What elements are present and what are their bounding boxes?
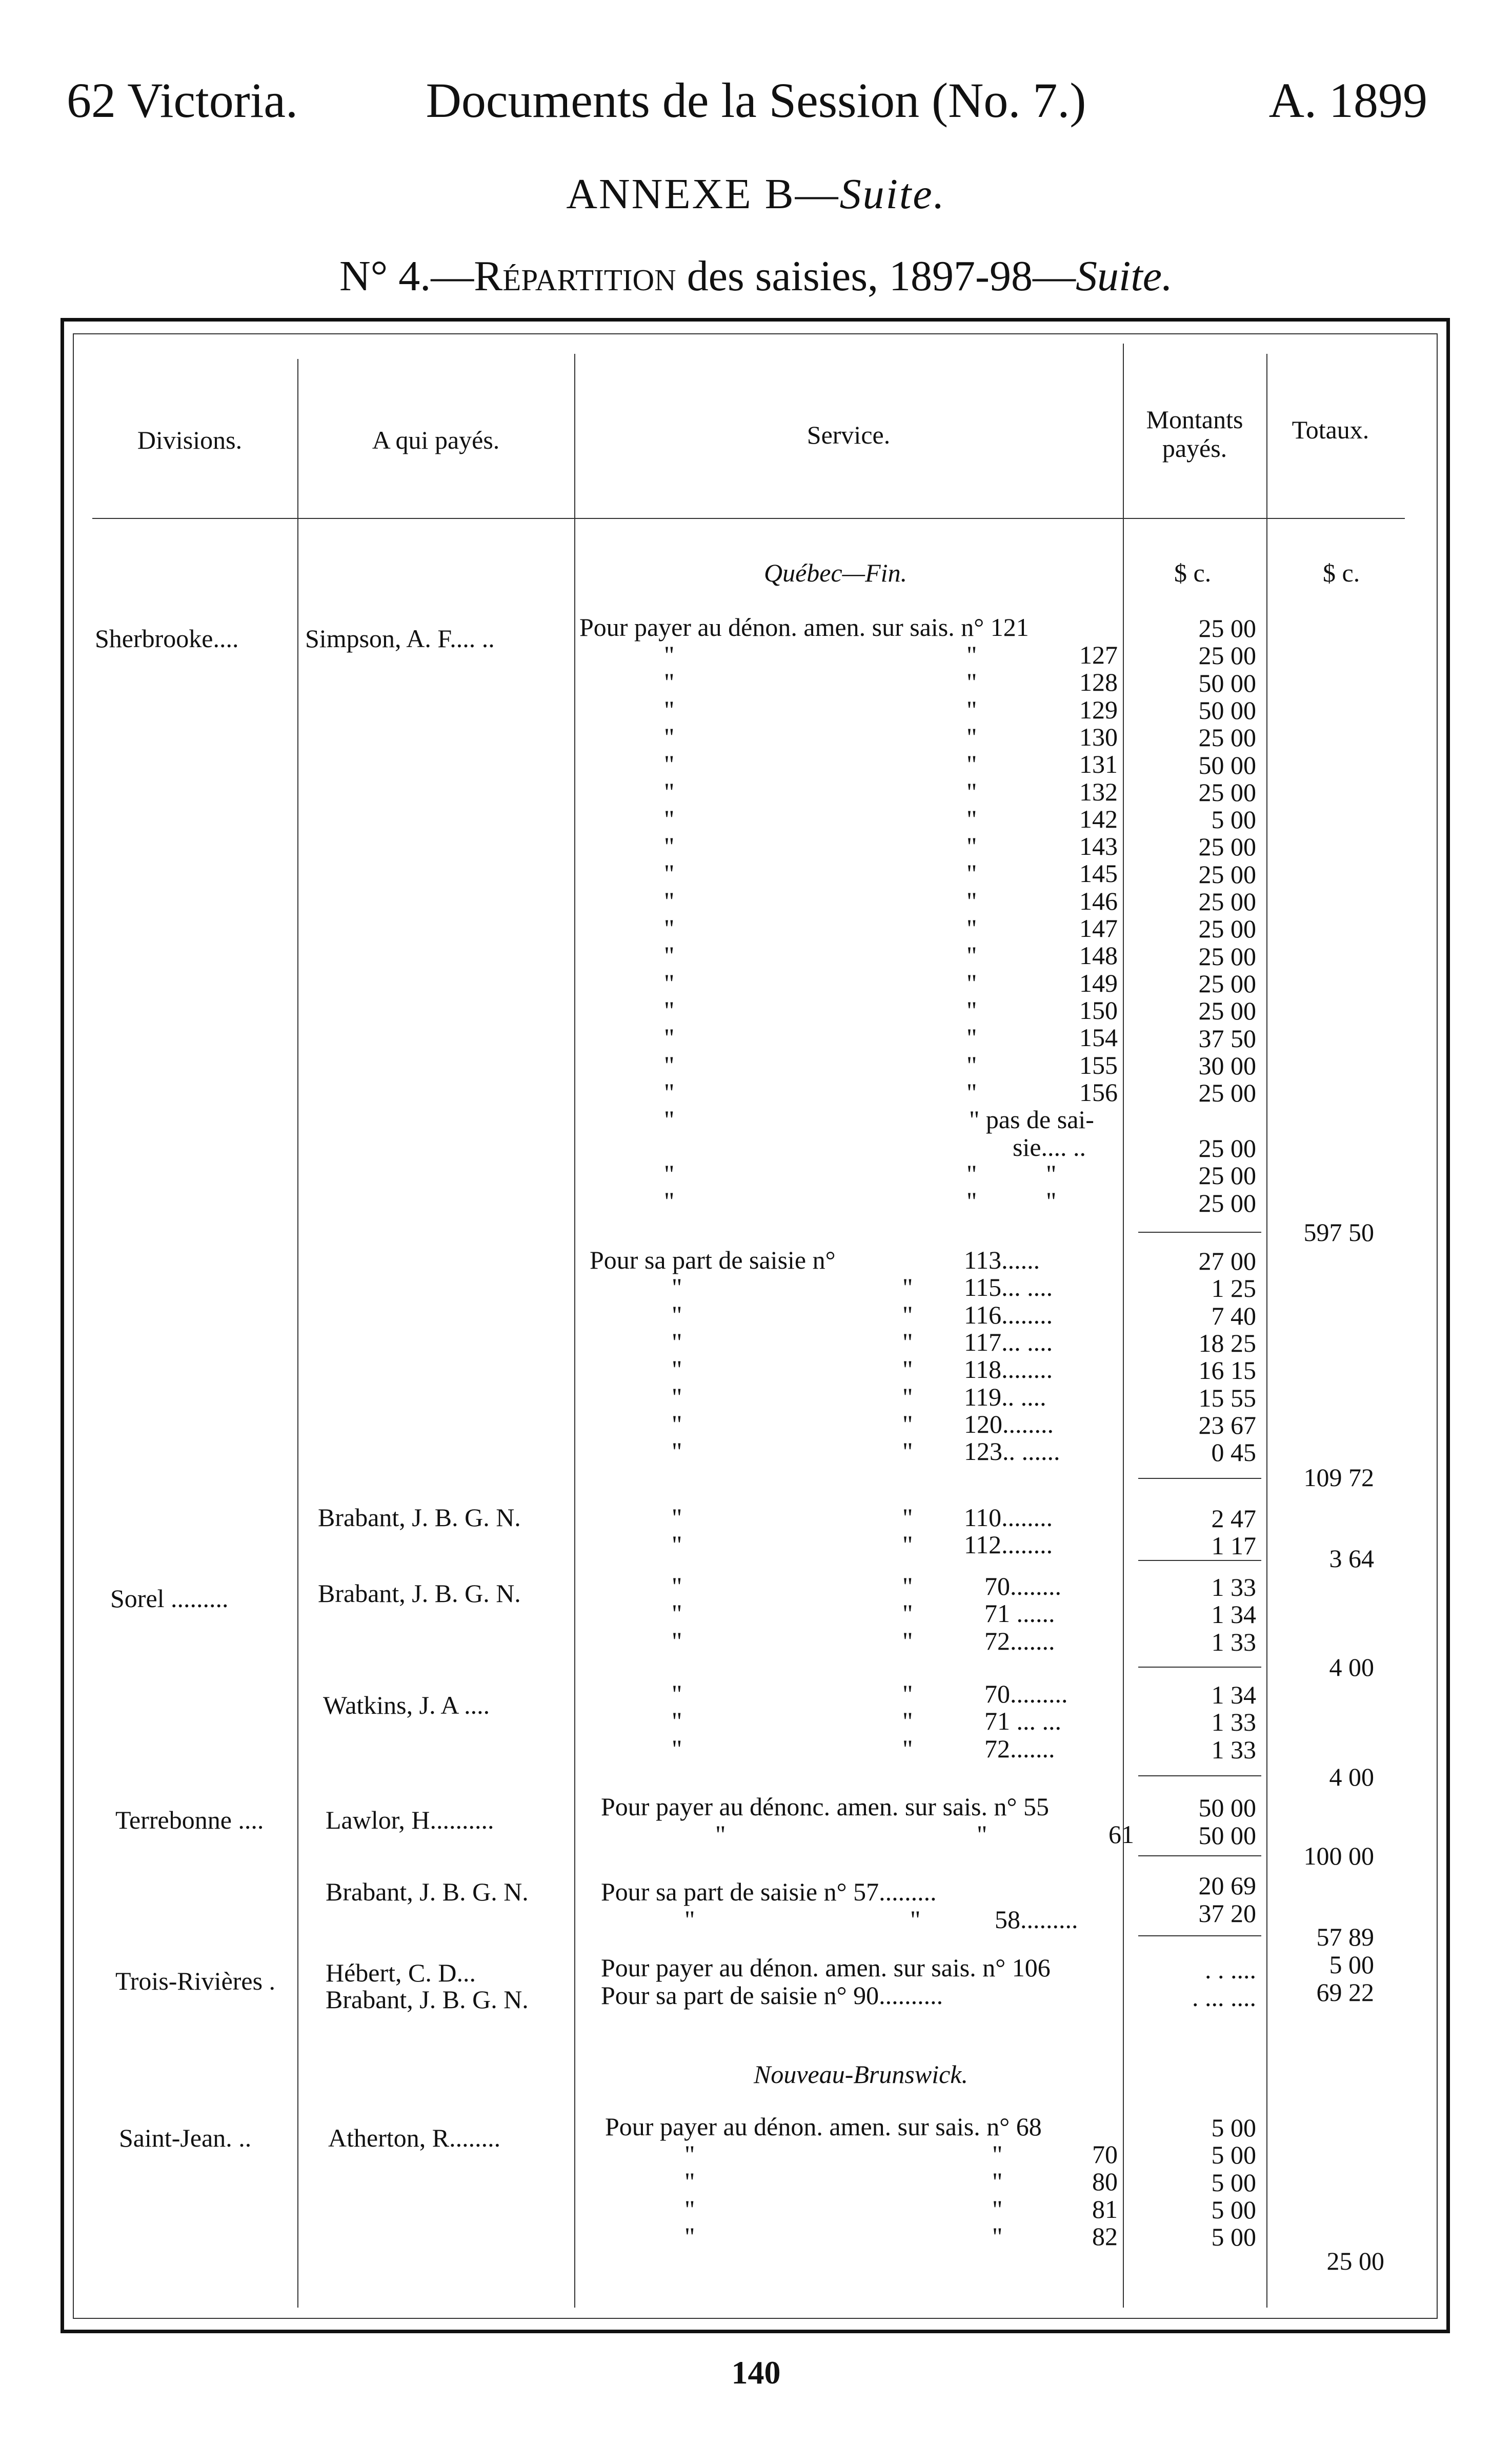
- amount-simpson: 25 00: [1198, 941, 1256, 971]
- col-divisions: Divisions.: [137, 426, 243, 454]
- ditto: ": [684, 1905, 695, 1934]
- amount-brabant-terrebonne-2: 37 20: [1198, 1899, 1256, 1928]
- ditto-mark: ": [966, 695, 977, 724]
- amount-simpson: 25 00: [1198, 614, 1256, 643]
- ditto-mark: ": [992, 2140, 1003, 2169]
- amount-simpson: 25 00: [1198, 1161, 1256, 1190]
- amount-lawlor-1: 50 00: [1198, 1793, 1256, 1822]
- seizure-number: 71 ......: [984, 1599, 1055, 1628]
- amount-simpson: 37 50: [1198, 1024, 1256, 1053]
- ditto-mark: ": [902, 1734, 913, 1763]
- seizure-number: 72.......: [984, 1626, 1055, 1655]
- header-session-year: 62 Victoria.: [67, 73, 298, 128]
- amount-part: 18 25: [1198, 1328, 1256, 1357]
- ditto-mark: ": [664, 1105, 675, 1134]
- seizure-number: 82: [1092, 2221, 1118, 2251]
- subtotal-rule: [1138, 1478, 1261, 1479]
- ditto-mark: ": [902, 1530, 913, 1559]
- ditto-mark: ": [992, 2221, 1003, 2251]
- ditto-mark: ": [672, 1626, 682, 1655]
- ditto-mark: ": [1046, 1187, 1057, 1216]
- ditto-mark: ": [966, 1159, 977, 1188]
- seizure-number: 71 ... ...: [984, 1707, 1061, 1736]
- ditto-mark: ": [966, 668, 977, 697]
- amount-simpson: 25 00: [1198, 1188, 1256, 1217]
- amount-atherton: 5 00: [1211, 2140, 1256, 2170]
- ditto-mark: ": [966, 859, 977, 888]
- subtotal-rule: [1138, 1232, 1261, 1233]
- seizure-number: 81: [1092, 2194, 1118, 2223]
- section-nouveau-brunswick: Nouveau-Brunswick.: [754, 2060, 968, 2089]
- ditto-mark: ": [684, 2221, 695, 2251]
- seizure-number: 147: [1079, 914, 1118, 943]
- amount-sorel: 1 33: [1211, 1573, 1256, 1601]
- unit-totaux: $ c.: [1323, 558, 1360, 587]
- total-hebert: 5 00: [1329, 1950, 1374, 1979]
- amount-simpson: 25 00: [1198, 832, 1256, 862]
- ditto-mark: ": [902, 1273, 913, 1302]
- ditto-mark: ": [664, 968, 675, 997]
- ditto-mark: ": [672, 1530, 682, 1559]
- amount-simpson: 25 00: [1198, 1134, 1256, 1163]
- ditto-mark: ": [664, 804, 675, 833]
- service-sie: sie.... ..: [1013, 1133, 1086, 1161]
- service-pas-de-saisie: " pas de sai-: [969, 1105, 1094, 1134]
- seizure-number: 150: [1079, 995, 1118, 1025]
- seizure-number: 154: [1079, 1023, 1118, 1052]
- seizure-number: 80: [1092, 2167, 1118, 2196]
- ditto-mark: ": [664, 640, 675, 669]
- ditto-mark: ": [684, 2167, 695, 2196]
- total-brabant-trois-rivieres: 69 22: [1316, 1978, 1374, 2007]
- header-series: A. 1899: [1268, 73, 1427, 128]
- ditto-mark: ": [664, 914, 675, 943]
- ditto-mark: ": [966, 886, 977, 915]
- payee-brabant-trois-rivieres: Brabant, J. B. G. N.: [326, 1985, 529, 2014]
- ditto: ": [977, 1820, 987, 1849]
- amount-simpson: 30 00: [1198, 1051, 1256, 1080]
- ditto-mark: ": [664, 941, 675, 970]
- ditto-mark: ": [672, 1327, 682, 1356]
- col-service: Service.: [807, 420, 891, 449]
- total-part: 109 72: [1303, 1463, 1374, 1492]
- ditto-mark: ": [664, 1050, 675, 1079]
- seizure-number: 142: [1079, 804, 1118, 833]
- seizure-number: 118........: [964, 1355, 1053, 1384]
- ditto: ": [715, 1820, 726, 1849]
- ditto: ": [910, 1905, 921, 1934]
- ditto-mark: ": [672, 1300, 682, 1329]
- service-brabant-terrebonne-58: 58.........: [995, 1905, 1078, 1934]
- ditto-mark: ": [664, 722, 675, 751]
- col-divider: [1123, 344, 1124, 2308]
- subtotal-rule: [1138, 1855, 1261, 1856]
- payee-brabant-sherbrooke: Brabant, J. B. G. N.: [318, 1503, 521, 1532]
- service-atherton-68: Pour payer au dénon. amen. sur sais. n° 68: [605, 2112, 1042, 2141]
- amount-part: 16 15: [1198, 1356, 1256, 1385]
- ditto-mark: ": [992, 2194, 1003, 2223]
- subtotal-rule: [1138, 1775, 1261, 1776]
- amount-simpson: 50 00: [1198, 750, 1256, 779]
- ditto-mark: ": [902, 1626, 913, 1655]
- amount-simpson: 25 00: [1198, 859, 1256, 889]
- ditto-mark: ": [966, 1077, 977, 1107]
- seizure-number: 131: [1079, 750, 1118, 779]
- ditto-mark: ": [966, 1050, 977, 1079]
- ditto-mark: ": [902, 1327, 913, 1356]
- amount-part: 15 55: [1198, 1383, 1256, 1412]
- amount-part: 0 45: [1211, 1438, 1256, 1467]
- amount-atherton: 5 00: [1211, 2195, 1256, 2224]
- seizure-number: 112........: [964, 1530, 1053, 1559]
- service-pour-sa-part: Pour sa part de saisie n°: [590, 1246, 836, 1274]
- seizure-number: 130: [1079, 722, 1118, 751]
- division-saint-jean: Saint-Jean. ..: [119, 2124, 252, 2152]
- ditto-mark: ": [672, 1707, 682, 1736]
- amount-watkins: 1 33: [1211, 1735, 1256, 1764]
- unit-montants: $ c.: [1174, 558, 1212, 587]
- amount-simpson: 25 00: [1198, 1078, 1256, 1108]
- ditto-mark: ": [902, 1503, 913, 1532]
- seizure-number: 70........: [984, 1572, 1061, 1600]
- seizure-number: 119.. ....: [964, 1382, 1046, 1411]
- payee-brabant-terrebonne: Brabant, J. B. G. N.: [326, 1877, 529, 1906]
- ditto-mark: ": [684, 2140, 695, 2169]
- seizure-number: 155: [1079, 1050, 1118, 1079]
- ditto-mark: ": [966, 941, 977, 970]
- payee-watkins: Watkins, J. A ....: [323, 1691, 490, 1719]
- seizure-number: 116........: [964, 1300, 1053, 1329]
- ditto-mark: ": [672, 1572, 682, 1600]
- ditto-mark: ": [664, 1159, 675, 1188]
- table-title: N° 4.—Répartition des saisies, 1897-98—Suite.: [339, 252, 1173, 300]
- ditto-mark: ": [664, 995, 675, 1025]
- amount-atherton: 5 00: [1211, 2168, 1256, 2197]
- seizure-number: 143: [1079, 832, 1118, 861]
- amount-simpson: 50 00: [1198, 695, 1256, 725]
- col-divider: [574, 354, 575, 2308]
- amount-sorel: 1 33: [1211, 1627, 1256, 1656]
- amount-simpson: 5 00: [1211, 805, 1256, 834]
- total-brabant-sherbrooke: 3 64: [1329, 1544, 1374, 1573]
- ditto-mark: ": [966, 1187, 977, 1216]
- subtotal-rule: [1138, 1560, 1261, 1561]
- service-lawlor-55: Pour payer au dénonc. amen. sur sais. n° 55: [601, 1792, 1049, 1821]
- amount-simpson: 25 00: [1198, 996, 1256, 1026]
- amount-simpson: 25 00: [1198, 641, 1256, 670]
- col-totaux: Totaux.: [1292, 415, 1369, 444]
- ditto-mark: ": [902, 1437, 913, 1466]
- ditto-mark: ": [902, 1409, 913, 1438]
- col-a-qui-payes: A qui payés.: [372, 426, 500, 454]
- ditto-mark: ": [664, 695, 675, 724]
- ditto-mark: ": [966, 914, 977, 943]
- total-watkins: 4 00: [1329, 1762, 1374, 1791]
- ditto-mark: ": [672, 1409, 682, 1438]
- amount-part: 1 25: [1211, 1274, 1256, 1303]
- ditto-mark: ": [966, 640, 977, 669]
- ditto-mark: ": [664, 1077, 675, 1107]
- amount-part: 27 00: [1198, 1247, 1256, 1275]
- section-quebec: Québec—Fin.: [764, 558, 908, 587]
- ditto-mark: ": [664, 886, 675, 915]
- amount-lawlor-2: 50 00: [1198, 1821, 1256, 1850]
- ditto-mark: ": [672, 1437, 682, 1466]
- seizure-number: 123.. ......: [964, 1437, 1060, 1466]
- seizure-number: 113......: [964, 1246, 1040, 1274]
- seizure-number: 146: [1079, 886, 1118, 915]
- service-simpson-121: Pour payer au dénon. amen. sur sais. n° 121: [579, 613, 1029, 642]
- amount-brabant-sherbrooke: 2 47: [1211, 1504, 1256, 1533]
- amount-simpson: 25 00: [1198, 723, 1256, 752]
- ditto-mark: ": [672, 1599, 682, 1628]
- seizure-number: 145: [1079, 859, 1118, 888]
- amount-simpson: 50 00: [1198, 668, 1256, 697]
- annex-title: ANNEXE B—Suite.: [566, 170, 946, 218]
- seizure-number: 70.........: [984, 1679, 1068, 1708]
- amount-part: 23 67: [1198, 1410, 1256, 1439]
- seizure-number: 70: [1092, 2140, 1118, 2169]
- ditto-mark: ": [664, 1187, 675, 1216]
- seizure-number: 117... ....: [964, 1327, 1053, 1356]
- subtotal-rule: [1138, 1935, 1261, 1936]
- service-brabant-terrebonne-57: Pour sa part de saisie n° 57.........: [601, 1877, 937, 1906]
- ditto-mark: ": [664, 832, 675, 861]
- seizure-number: 132: [1079, 777, 1118, 806]
- amount-simpson: 25 00: [1198, 914, 1256, 944]
- total-simpson: 597 50: [1303, 1218, 1374, 1247]
- col-divider: [1266, 354, 1267, 2308]
- seizure-number: 120........: [964, 1409, 1054, 1438]
- total-brabant-terrebonne: 57 89: [1316, 1922, 1374, 1951]
- ditto-mark: ": [672, 1355, 682, 1384]
- ditto-mark: ": [1046, 1159, 1057, 1188]
- ditto-mark: ": [992, 2167, 1003, 2196]
- payee-atherton: Atherton, R........: [328, 2124, 501, 2152]
- ditto-mark: ": [902, 1679, 913, 1708]
- ditto-mark: ": [902, 1355, 913, 1384]
- amount-brabant-trois-rivieres: . ... ....: [1192, 1983, 1256, 2012]
- ditto-mark: ": [966, 995, 977, 1025]
- ditto-mark: ": [672, 1679, 682, 1708]
- ditto-mark: ": [672, 1382, 682, 1411]
- ditto-mark: ": [664, 1023, 675, 1052]
- ditto-mark: ": [664, 750, 675, 779]
- ditto-mark: ": [966, 1023, 977, 1052]
- ditto-mark: ": [966, 968, 977, 997]
- seizure-number: 149: [1079, 968, 1118, 997]
- division-trois-rivieres: Trois-Rivières .: [115, 1967, 276, 1995]
- payee-simpson: Simpson, A. F.... ..: [305, 624, 495, 653]
- header-document-title: Documents de la Session (No. 7.): [426, 73, 1086, 128]
- ditto-mark: ": [664, 859, 675, 888]
- ditto-mark: ": [902, 1707, 913, 1736]
- amount-watkins: 1 34: [1211, 1680, 1256, 1709]
- ditto-mark: ": [672, 1273, 682, 1302]
- division-sherbrooke: Sherbrooke....: [95, 624, 239, 653]
- page-number: 140: [731, 2354, 781, 2391]
- amount-atherton: 5 00: [1211, 2113, 1256, 2142]
- ditto-mark: ": [664, 777, 675, 806]
- ditto-mark: ": [672, 1734, 682, 1763]
- ditto-mark: ": [902, 1382, 913, 1411]
- header-rule: [92, 518, 1405, 519]
- amount-hebert: . . ....: [1205, 1955, 1256, 1984]
- subtotal-rule: [1138, 1667, 1261, 1668]
- seizure-number: 72.......: [984, 1734, 1055, 1763]
- amount-part: 7 40: [1211, 1301, 1256, 1330]
- amount-brabant-sherbrooke: 1 17: [1211, 1531, 1256, 1560]
- seizure-number: 110........: [964, 1503, 1053, 1532]
- ditto-mark: ": [902, 1300, 913, 1329]
- ditto-mark: ": [902, 1599, 913, 1628]
- ditto-mark: ": [966, 777, 977, 806]
- seizure-number: 148: [1079, 941, 1118, 970]
- ditto-mark: ": [664, 668, 675, 697]
- ditto-mark: ": [902, 1572, 913, 1600]
- division-terrebonne: Terrebonne ....: [115, 1806, 264, 1834]
- division-sorel: Sorel .........: [110, 1584, 229, 1613]
- ditto-mark: ": [966, 750, 977, 779]
- amount-simpson: 25 00: [1198, 887, 1256, 916]
- seizure-number: 129: [1079, 695, 1118, 724]
- amount-simpson: 25 00: [1198, 969, 1256, 998]
- service-brabant-trois-rivieres-90: Pour sa part de saisie n° 90..........: [601, 1981, 943, 2010]
- seizure-number: 127: [1079, 640, 1118, 669]
- ditto-mark: ": [672, 1503, 682, 1532]
- payee-lawlor: Lawlor, H..........: [326, 1806, 494, 1834]
- amount-sorel: 1 34: [1211, 1600, 1256, 1629]
- col-montants: Montants payés.: [1146, 405, 1243, 463]
- amount-brabant-terrebonne-1: 20 69: [1198, 1871, 1256, 1900]
- total-lawlor: 100 00: [1303, 1841, 1374, 1870]
- seizure-number: 156: [1079, 1077, 1118, 1107]
- payee-brabant-sorel: Brabant, J. B. G. N.: [318, 1579, 521, 1608]
- payee-hebert: Hébert, C. D...: [326, 1958, 476, 1987]
- ditto-mark: ": [966, 832, 977, 861]
- amount-simpson: 25 00: [1198, 777, 1256, 807]
- total-sorel: 4 00: [1329, 1653, 1374, 1681]
- col-divider: [297, 359, 298, 2308]
- ditto-mark: ": [966, 804, 977, 833]
- ditto-mark: ": [966, 722, 977, 751]
- service-lawlor-61: 61: [1108, 1820, 1134, 1849]
- seizure-number: 115... ....: [964, 1273, 1053, 1302]
- seizure-number: 128: [1079, 668, 1118, 697]
- ditto-mark: ": [684, 2194, 695, 2223]
- service-hebert-106: Pour payer au dénon. amen. sur sais. n° 106: [601, 1953, 1051, 1982]
- amount-atherton: 5 00: [1211, 2222, 1256, 2252]
- amount-watkins: 1 33: [1211, 1708, 1256, 1737]
- total-atherton: 25 00: [1326, 2247, 1384, 2275]
